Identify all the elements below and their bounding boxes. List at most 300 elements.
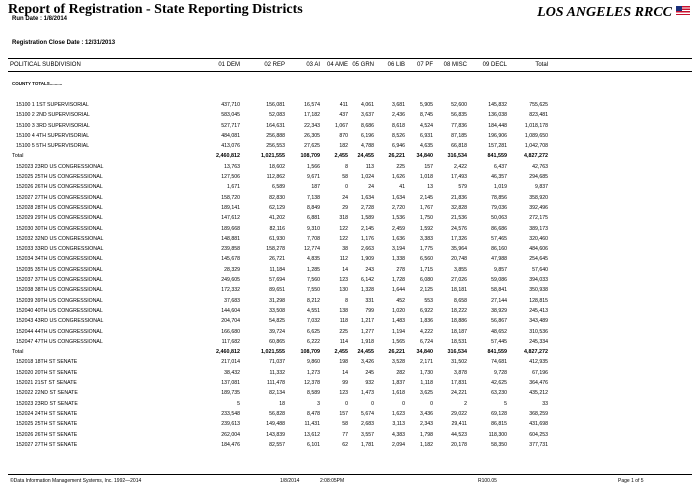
row-label: 152027 27TH ST SENATE	[16, 441, 78, 448]
cell-value: 77	[342, 431, 348, 438]
cell-value: 24,455	[357, 349, 374, 356]
cell-value: 145,678	[221, 256, 240, 263]
cell-value: 4,061	[361, 102, 374, 108]
cell-value: 7,032	[307, 318, 320, 325]
cell-value: 2,459	[392, 225, 405, 232]
cell-value: 1,750	[420, 215, 433, 222]
cell-value: 431,698	[529, 421, 548, 428]
column-header: 07 PF	[416, 62, 433, 68]
cell-value: 932	[365, 380, 374, 387]
cell-value: 225	[396, 163, 405, 170]
cell-value: 34,840	[416, 349, 433, 356]
cell-value: 1,273	[307, 369, 320, 376]
cell-value: 6,589	[272, 184, 285, 191]
cell-value: 29	[342, 204, 348, 211]
cell-value: 2,145	[420, 194, 433, 201]
table-row	[8, 327, 692, 337]
row-label: 152018 18TH ST SENATE	[16, 359, 78, 366]
cell-value: 122	[339, 225, 348, 232]
table-row	[8, 172, 692, 182]
cell-value: 46,357	[491, 174, 507, 181]
cell-value: 3,625	[420, 390, 433, 397]
cell-value: 243	[365, 266, 374, 273]
table-row	[8, 399, 692, 409]
table-row	[8, 131, 692, 141]
cell-value: 4,635	[420, 143, 433, 150]
cell-value: 182	[339, 143, 348, 150]
cell-value: 17,182	[304, 112, 320, 119]
cell-value: 1,021,555	[261, 349, 285, 356]
cell-value: 2,171	[420, 359, 433, 366]
cell-value: 413,076	[221, 143, 240, 150]
row-label: Total	[12, 153, 24, 160]
cell-value: 2,436	[392, 112, 405, 119]
cell-value: 54,825	[269, 318, 285, 325]
cell-value: 0	[402, 400, 405, 407]
cell-value: 316,534	[447, 349, 467, 356]
cell-value: 128,815	[529, 297, 548, 304]
row-label: 152024 24TH ST SENATE	[16, 410, 78, 417]
row-label: 152026 26TH US CONGRESSIONAL	[16, 184, 103, 191]
cell-value: 33	[542, 400, 548, 407]
cell-value: 0	[345, 400, 348, 407]
cell-value: 0	[430, 400, 433, 407]
table-row	[8, 357, 692, 367]
cell-value: 9,310	[307, 225, 320, 232]
cell-value: 1,909	[361, 256, 374, 263]
cell-value: 310,536	[529, 328, 548, 335]
cell-value: 32,828	[451, 204, 467, 211]
cell-value: 21,836	[451, 194, 467, 201]
cell-value: 3,878	[454, 369, 467, 376]
cell-value: 158,278	[266, 246, 285, 253]
cell-value: 41,202	[269, 215, 285, 222]
row-label: 152034 34TH US CONGRESSIONAL	[16, 256, 103, 263]
cell-value: 29,411	[451, 421, 467, 428]
cell-value: 256,888	[266, 132, 285, 139]
cell-value: 57,465	[491, 235, 507, 242]
cell-value: 5	[504, 400, 507, 407]
table-row	[8, 193, 692, 203]
cell-value: 33,508	[269, 307, 285, 314]
cell-value: 86,160	[491, 246, 507, 253]
cell-value: 437,710	[221, 102, 240, 108]
cell-value: 13,612	[304, 431, 320, 438]
cell-value: 6,196	[361, 132, 374, 139]
cell-value: 1,182	[420, 441, 433, 448]
column-header: 04 AME	[326, 62, 348, 68]
cell-value: 435,212	[529, 390, 548, 397]
cell-value: 157,281	[488, 143, 507, 150]
column-header: 03 AI	[306, 62, 320, 68]
cell-value: 17,831	[451, 380, 467, 387]
table-row	[8, 378, 692, 388]
cell-value: 4,827,272	[524, 349, 548, 356]
cell-value: 12,774	[304, 246, 320, 253]
cell-value: 2,728	[361, 204, 374, 211]
cell-value: 114	[339, 338, 348, 345]
cell-value: 3,855	[454, 266, 467, 273]
cell-value: 4,827,272	[524, 153, 548, 160]
cell-value: 11,332	[269, 369, 285, 376]
cell-value: 9,728	[494, 369, 507, 376]
cell-value: 62	[342, 441, 348, 448]
cell-value: 18,602	[269, 163, 285, 170]
table-row	[8, 296, 692, 306]
cell-value: 78,856	[491, 194, 507, 201]
cell-value: 63,230	[491, 390, 507, 397]
cell-value: 62,129	[269, 204, 285, 211]
cell-value: 377,731	[529, 441, 548, 448]
footer-code: R100.05	[478, 478, 497, 484]
cell-value: 24	[368, 184, 374, 191]
cell-value: 8,745	[420, 112, 433, 119]
cell-value: 2,455	[334, 349, 348, 356]
cell-value: 6,931	[420, 132, 433, 139]
cell-value: 189,668	[221, 225, 240, 232]
cell-value: 1,644	[392, 287, 405, 294]
cell-value: 412,935	[529, 359, 548, 366]
cell-value: 1,634	[361, 194, 374, 201]
cell-value: 1,626	[392, 174, 405, 181]
cell-value: 8,618	[392, 122, 405, 129]
cell-value: 1,483	[392, 318, 405, 325]
cell-value: 604,253	[529, 431, 548, 438]
cell-value: 1,019	[494, 184, 507, 191]
cell-value: 172,332	[221, 287, 240, 294]
cell-value: 358,920	[529, 194, 548, 201]
row-label: 152023 23RD US CONGRESSIONAL	[16, 163, 104, 170]
cell-value: 38,432	[224, 369, 240, 376]
cell-value: 2,720	[392, 204, 405, 211]
cell-value: 841,559	[487, 153, 507, 160]
row-label: 152025 25TH US CONGRESSIONAL	[16, 174, 103, 181]
cell-value: 583,045	[221, 112, 240, 119]
cell-value: 1,018,178	[524, 122, 548, 129]
cell-value: 13	[427, 184, 433, 191]
cell-value: 58,841	[491, 287, 507, 294]
cell-value: 26,305	[304, 132, 320, 139]
cell-value: 38,929	[491, 307, 507, 314]
cell-value: 3,637	[361, 112, 374, 119]
cell-value: 108,709	[300, 349, 320, 356]
row-label: 15100 2 2ND SUPERVISORIAL	[16, 112, 90, 119]
cell-value: 4,524	[420, 122, 433, 129]
row-label: 152032 32ND US CONGRESSIONAL	[16, 235, 104, 242]
cell-value: 17,493	[451, 174, 467, 181]
row-label: 152027 27TH US CONGRESSIONAL	[16, 194, 103, 201]
cell-value: 118	[339, 318, 348, 325]
cell-value: 256,553	[266, 143, 285, 150]
cell-value: 74,681	[491, 359, 507, 366]
cell-value: 34,840	[416, 153, 433, 160]
cell-value: 2,460,812	[216, 153, 240, 160]
cell-value: 1,042,708	[524, 143, 548, 150]
cell-value: 157	[339, 410, 348, 417]
row-label: 152044 44TH US CONGRESSIONAL	[16, 328, 103, 335]
cell-value: 86,815	[491, 421, 507, 428]
cell-value: 5	[237, 400, 240, 407]
report-title: Report of Registration - State Reporting Districts	[8, 2, 303, 17]
cell-value: 24	[342, 194, 348, 201]
row-label: 152022 22ND ST SENATE	[16, 390, 78, 397]
cell-value: 343,489	[529, 318, 548, 325]
cell-value: 1,798	[420, 431, 433, 438]
table-row	[8, 265, 692, 275]
cell-value: 1,671	[227, 184, 240, 191]
cell-value: 189,735	[221, 390, 240, 397]
table-row	[8, 337, 692, 347]
cell-value: 233,548	[221, 410, 240, 417]
cell-value: 4,383	[392, 431, 405, 438]
cell-value: 3,557	[361, 431, 374, 438]
cell-value: 278	[396, 266, 405, 273]
cell-value: 262,004	[221, 431, 240, 438]
county-totals-label: COUNTY TOTALS..........	[12, 81, 63, 86]
row-label: 15100 4 4TH SUPERVISORIAL	[16, 132, 90, 139]
cell-value: 368,259	[529, 410, 548, 417]
cell-value: 130	[339, 287, 348, 294]
cell-value: 0	[371, 400, 374, 407]
cell-value: 579	[458, 184, 467, 191]
cell-value: 484,081	[221, 132, 240, 139]
cell-value: 4,788	[361, 143, 374, 150]
row-label: 152040 40TH US CONGRESSIONAL	[16, 307, 103, 314]
cell-value: 2,663	[361, 246, 374, 253]
cell-value: 7,708	[307, 235, 320, 242]
cell-value: 18,181	[451, 287, 467, 294]
cell-value: 823,481	[529, 112, 548, 119]
cell-value: 394,033	[529, 277, 548, 284]
cell-value: 6,101	[307, 441, 320, 448]
cell-value: 2,343	[420, 421, 433, 428]
cell-value: 3,383	[420, 235, 433, 242]
cell-value: 112,862	[266, 174, 285, 181]
cell-value: 1,623	[392, 410, 405, 417]
cell-value: 3,528	[392, 359, 405, 366]
cell-value: 58	[342, 174, 348, 181]
table-row	[8, 440, 692, 450]
column-header: 06 LIB	[387, 62, 405, 68]
cell-value: 452	[396, 297, 405, 304]
cell-value: 1,118	[420, 380, 433, 387]
cell-value: 799	[365, 307, 374, 314]
table-row	[8, 141, 692, 151]
row-label: 152020 20TH ST SENATE	[16, 369, 78, 376]
cell-value: 331	[365, 297, 374, 304]
cell-value: 245,413	[529, 307, 548, 314]
footer-date: 1/8/2014	[280, 478, 300, 484]
footer-page: Page 1 of 5	[618, 478, 644, 484]
cell-value: 389,173	[529, 225, 548, 232]
cell-value: 8,478	[307, 410, 320, 417]
cell-value: 8,212	[307, 297, 320, 304]
cell-value: 9,837	[535, 184, 548, 191]
cell-value: 392,496	[529, 204, 548, 211]
cell-value: 411	[339, 102, 348, 108]
column-header: POLITICAL SUBDIVISION	[10, 62, 81, 68]
row-label: 152023 23RD ST SENATE	[16, 400, 78, 407]
cell-value: 8	[345, 297, 348, 304]
column-header: 08 MISC	[443, 62, 467, 68]
cell-value: 184,448	[488, 122, 507, 129]
cell-value: 137,081	[221, 380, 240, 387]
cell-value: 1,636	[392, 235, 405, 242]
cell-value: 113	[365, 163, 374, 170]
cell-value: 164,631	[266, 122, 285, 129]
cell-value: 189,141	[221, 204, 240, 211]
cell-value: 112	[339, 256, 348, 263]
cell-value: 89,651	[269, 287, 285, 294]
table-row	[8, 368, 692, 378]
cell-value: 437	[339, 112, 348, 119]
cell-value: 9,671	[307, 174, 320, 181]
cell-value: 6,142	[361, 277, 374, 284]
cell-value: 364,476	[529, 380, 548, 387]
cell-value: 42,763	[532, 163, 548, 170]
row-label: 152021 21ST ST SENATE	[16, 380, 77, 387]
cell-value: 50,063	[491, 215, 507, 222]
row-label: 152037 37TH US CONGRESSIONAL	[16, 277, 103, 284]
row-label: 152039 39TH US CONGRESSIONAL	[16, 297, 103, 304]
cell-value: 144,604	[221, 307, 240, 314]
cell-value: 56,828	[269, 410, 285, 417]
cell-value: 28,329	[224, 266, 240, 273]
column-header: Total	[535, 62, 548, 68]
flag-icon	[676, 6, 690, 15]
cell-value: 86,686	[491, 225, 507, 232]
cell-value: 5,674	[361, 410, 374, 417]
cell-value: 1,592	[420, 225, 433, 232]
cell-value: 484,606	[529, 246, 548, 253]
cell-value: 149,488	[266, 421, 285, 428]
cell-value: 1,338	[392, 256, 405, 263]
cell-value: 1,217	[361, 318, 374, 325]
cell-value: 3,426	[361, 359, 374, 366]
cell-value: 158,720	[221, 194, 240, 201]
cell-value: 127,506	[221, 174, 240, 181]
cell-value: 67,196	[532, 369, 548, 376]
cell-value: 1,836	[420, 318, 433, 325]
cell-value: 3,681	[392, 102, 405, 108]
table-row	[8, 316, 692, 326]
cell-value: 254,645	[529, 256, 548, 263]
cell-value: 8,686	[361, 122, 374, 129]
cell-value: 61,930	[269, 235, 285, 242]
cell-value: 1,728	[392, 277, 405, 284]
cell-value: 148,881	[221, 235, 240, 242]
cell-value: 2,455	[334, 153, 348, 160]
cell-value: 272,175	[529, 215, 548, 222]
cell-value: 39,724	[269, 328, 285, 335]
cell-value: 21,536	[451, 215, 467, 222]
cell-value: 870	[339, 132, 348, 139]
cell-value: 1,565	[392, 338, 405, 345]
cell-value: 2,094	[392, 441, 405, 448]
cell-value: 11,184	[269, 266, 285, 273]
cell-value: 111,478	[267, 380, 285, 387]
cell-value: 1,018	[420, 174, 433, 181]
cell-value: 136,038	[488, 112, 507, 119]
cell-value: 1,618	[392, 390, 405, 397]
cell-value: 77,836	[451, 122, 467, 129]
table-row	[8, 254, 692, 264]
cell-value: 57,640	[532, 266, 548, 273]
cell-value: 3	[317, 400, 320, 407]
table-row	[8, 388, 692, 398]
row-label: 152028 28TH US CONGRESSIONAL	[16, 204, 103, 211]
cell-value: 123	[339, 390, 348, 397]
cell-value: 1,067	[335, 122, 348, 129]
cell-value: 2,125	[420, 287, 433, 294]
cell-value: 99	[342, 380, 348, 387]
cell-value: 27,026	[451, 277, 467, 284]
cell-value: 117,682	[221, 338, 240, 345]
cell-value: 1,589	[361, 215, 374, 222]
cell-value: 239,858	[221, 246, 240, 253]
cell-value: 27,625	[304, 143, 320, 150]
cell-value: 17,326	[451, 235, 467, 242]
cell-value: 196,906	[488, 132, 507, 139]
cell-value: 1,715	[420, 266, 433, 273]
cell-value: 26,221	[388, 349, 405, 356]
cell-value: 239,613	[221, 421, 240, 428]
cell-value: 44,523	[451, 431, 467, 438]
cell-value: 3,113	[392, 421, 405, 428]
cell-value: 249,605	[221, 277, 240, 284]
cell-value: 1,328	[361, 287, 374, 294]
cell-value: 225	[339, 328, 348, 335]
cell-value: 6,222	[307, 338, 320, 345]
cell-value: 27,144	[491, 297, 507, 304]
cell-value: 5,905	[420, 102, 433, 108]
cell-value: 755,625	[529, 102, 548, 108]
cell-value: 1,730	[420, 369, 433, 376]
column-header: 02 REP	[264, 62, 285, 68]
cell-value: 18,222	[451, 307, 467, 314]
cell-value: 527,717	[221, 122, 240, 129]
cell-value: 6,724	[420, 338, 433, 345]
cell-value: 187	[311, 184, 320, 191]
cell-value: 31,502	[451, 359, 467, 366]
table-row	[8, 419, 692, 429]
table-row	[8, 203, 692, 213]
cell-value: 6,625	[307, 328, 320, 335]
table-row	[8, 306, 692, 316]
cell-value: 122	[339, 235, 348, 242]
row-label: 152025 25TH ST SENATE	[16, 421, 78, 428]
cell-value: 138	[339, 307, 348, 314]
cell-value: 1,285	[307, 266, 320, 273]
cell-value: 553	[424, 297, 433, 304]
cell-value: 204,704	[221, 318, 240, 325]
cell-value: 198	[339, 359, 348, 366]
row-label: 152033 33RD US CONGRESSIONAL	[16, 246, 104, 253]
column-header-row	[8, 58, 692, 72]
cell-value: 38	[342, 246, 348, 253]
row-label: 15100 5 5TH SUPERVISORIAL	[16, 143, 90, 150]
cell-value: 1,020	[392, 307, 405, 314]
cell-value: 2,683	[361, 421, 374, 428]
table-row	[8, 244, 692, 254]
cell-value: 8	[345, 163, 348, 170]
row-label: 152029 29TH US CONGRESSIONAL	[16, 215, 103, 222]
cell-value: 35,964	[451, 246, 467, 253]
cell-value: 11,431	[304, 421, 320, 428]
cell-value: 156,081	[266, 102, 285, 108]
cell-value: 320,460	[529, 235, 548, 242]
cell-value: 6,437	[494, 163, 507, 170]
